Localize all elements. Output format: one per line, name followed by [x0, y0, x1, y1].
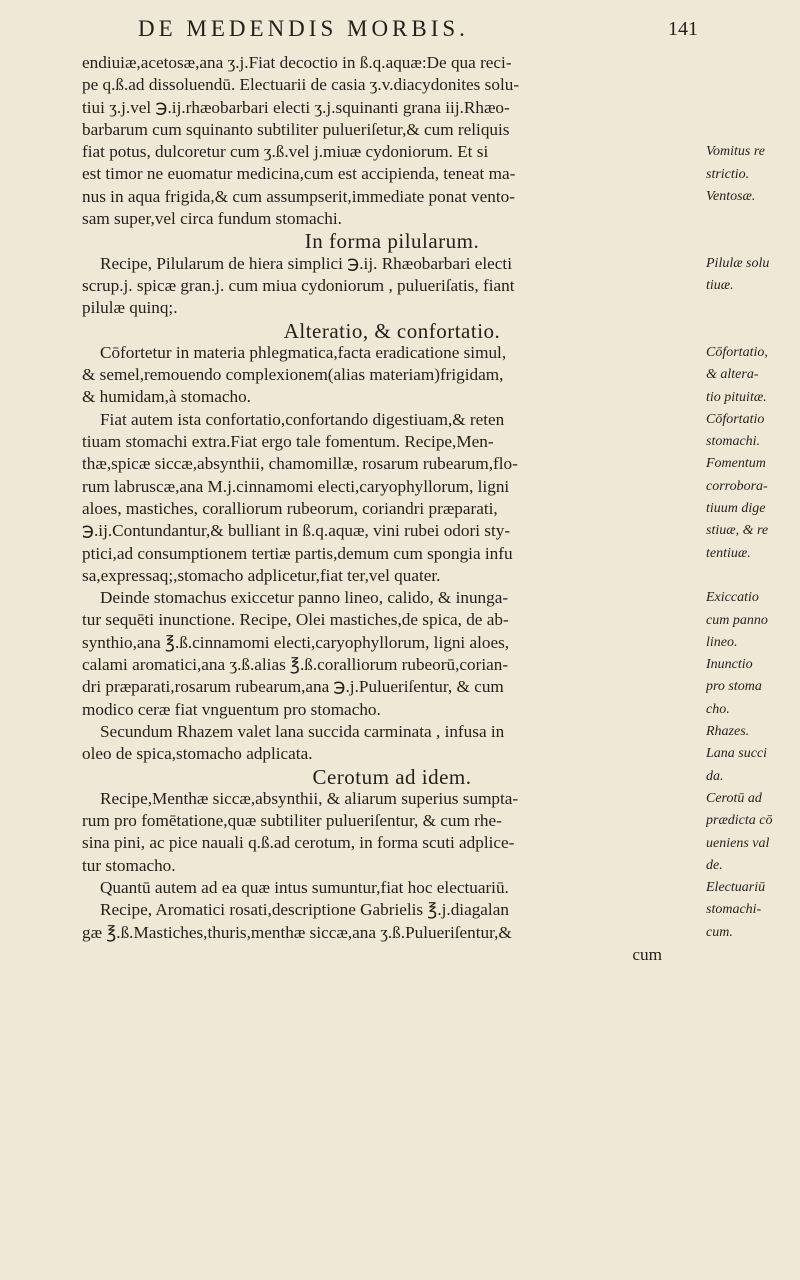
text-line: sam super,vel circa fundum stomachi. — [82, 209, 342, 229]
margin-note: Cerotū ad — [706, 790, 762, 806]
text-line: Cōfortetur in materia phlegmatica,facta eradicatione simul, — [100, 342, 507, 362]
margin-note: stomachi. — [706, 434, 761, 450]
margin-note: Fomentum — [706, 456, 766, 472]
text-line: oleo de spica,stomacho adplicata. — [82, 744, 313, 764]
running-header — [138, 16, 698, 50]
text-line: tur sequēti inunctione. Recipe, Olei mastiches,de spica, de ab- — [82, 610, 509, 630]
margin-note: stiuæ, & re — [706, 523, 769, 539]
margin-note: pro stoma — [706, 679, 762, 695]
page-number: 141 — [668, 18, 698, 40]
margin-note: cho. — [706, 701, 730, 717]
text-line: calami aromatici,ana ʒ.ß.alias ℥.ß.coralliorum rubeorū,corian- — [82, 655, 509, 675]
margin-note: tiuum dige — [706, 501, 766, 516]
margin-note: Electuariū — [706, 880, 766, 896]
main-text-block — [82, 52, 702, 966]
margin-note: cum panno — [706, 612, 768, 628]
text-line: rum labruscæ,ana M.j.cinnamomi electi,caryophyllorum, ligni — [82, 476, 510, 496]
margin-note: Inunctio — [706, 657, 753, 673]
margin-note: stomachi- — [706, 902, 762, 918]
text-line: thæ,spicæ siccæ,absynthii, chamomillæ, rosarum rubearum,flo- — [82, 454, 518, 474]
margin-note: da. — [706, 768, 724, 784]
margin-note: lineo. — [706, 634, 738, 650]
margin-note: Cōfortatio, — [706, 344, 768, 360]
margin-note: Lana succi — [706, 746, 768, 762]
text-line: Recipe, Aromatici rosati,descriptione Gabrielis ℥.j.diagalan — [100, 900, 509, 920]
running-title: DE MEDENDIS MORBIS. — [138, 16, 469, 41]
text-line: synthio,ana ℥.ß.cinnamomi electi,caryophyllorum, ligni aloes, — [82, 632, 510, 652]
text-line: scrup.j. spicæ gran.j. cum miua cydoniorum , pulueriſatis, fiant — [82, 275, 515, 295]
section-heading: Cerotum ad idem. — [312, 765, 472, 788]
text-line: Recipe, Pilularum de hiera simplici ℈.ij. Rhæobarbari electi — [100, 253, 512, 273]
text-line: pe q.ß.ad dissoluendū. Electuarii de casia ʒ.v.diacydonites solu- — [82, 75, 520, 95]
margin-note: Exiccatio — [706, 590, 759, 606]
text-line: Fiat autem ista confortatio,confortando digestiuam,& reten — [100, 409, 505, 429]
text-line: sina pini, ac pice nauali q.ß.ad cerotum, in forma scuti adplice- — [82, 833, 515, 853]
text-line: sa,expressaq;,stomacho adplicetur,fiat ter,vel quater. — [82, 565, 441, 585]
margin-note: prædicta cō — [706, 813, 773, 829]
text-line: & semel,remouendo complexionem(alias materiam)frigidam, — [82, 365, 504, 385]
margin-note: Ventosæ. — [706, 188, 756, 204]
margin-note: tentiuæ. — [706, 545, 751, 561]
text-line: gæ ℥.ß.Mastiches,thuris,menthæ siccæ,ana ʒ.ß.Pulueriſentur,& — [82, 922, 512, 942]
text-line: ptici,ad consumptionem tertiæ partis,demum cum spongia infu — [82, 543, 513, 563]
text-line: & humidam,à stomacho. — [82, 387, 251, 407]
text-line: endiuiæ,acetosæ,ana ʒ.j.Fiat decoctio in ß.q.aquæ:De qua reci- — [82, 53, 512, 72]
text-line: rum pro fomētatione,quæ subtiliter pulueriſentur, & cum rhe- — [82, 811, 502, 831]
margin-note: & altera- — [706, 367, 759, 383]
text-line: aloes, mastiches, coralliorum rubeorum, coriandri præparati, — [82, 498, 498, 518]
text-line: modico ceræ fiat vnguentum pro stomacho. — [82, 699, 381, 719]
text-line: ℈.ij.Contundantur,& bulliant in ß.q.aquæ, vini rubei odori sty- — [82, 521, 511, 541]
text-line: Quantū autem ad ea quæ intus sumuntur,fiat hoc electuariū. — [100, 877, 509, 897]
text-line: pilulæ quinq;. — [82, 298, 178, 318]
section-heading: In forma pilularum. — [304, 230, 480, 253]
margin-note: cum. — [706, 924, 733, 940]
text-line: Recipe,Menthæ siccæ,absynthii, & aliarum superius sumpta- — [100, 788, 519, 808]
text-line: fiat potus, dulcoretur cum ʒ.ß.vel j.miuæ cydoniorum. Et si — [82, 142, 489, 162]
margin-note: de. — [706, 857, 723, 873]
text-line: est timor ne euomatur medicina,cum est accipienda, teneat ma- — [82, 164, 516, 184]
text-line: nus in aqua frigida,& cum assumpserit,immediate ponat vento- — [82, 186, 515, 206]
margin-note: ueniens val — [706, 835, 770, 851]
margin-note: corrobora- — [706, 478, 768, 494]
section-heading: Alteratio, & confortatio. — [283, 319, 501, 342]
text-line: barbarum cum squinanto subtiliter pulueriſetur,& cum reliquis — [82, 119, 510, 139]
margin-note: tio pituitæ. — [706, 389, 767, 405]
catchword: cum — [632, 944, 662, 964]
text-line: tiuam stomachi extra.Fiat ergo tale fomentum. Recipe,Men- — [82, 432, 494, 452]
margin-note: strictio. — [706, 166, 750, 182]
margin-note: Rhazes. — [706, 724, 750, 739]
text-line: tur stomacho. — [82, 855, 176, 875]
text-line: dri præparati,rosarum rubearum,ana ℈.j.Pulueriſentur, & cum — [82, 677, 504, 697]
margin-note: Vomitus re — [706, 144, 765, 160]
text-line: Deinde stomachus exiccetur panno lineo, calido, & inunga- — [100, 588, 509, 608]
text-line: Secundum Rhazem valet lana succida carminata , infusa in — [100, 721, 505, 741]
margin-note: tiuæ. — [706, 278, 734, 293]
margin-note: Pilulæ solu — [706, 255, 770, 271]
margin-note: Cōfortatio — [706, 411, 765, 427]
text-line: tiui ʒ.j.vel ℈.ij.rhæobarbari electi ʒ.j.squinanti grana iij.Rhæo- — [82, 97, 510, 117]
